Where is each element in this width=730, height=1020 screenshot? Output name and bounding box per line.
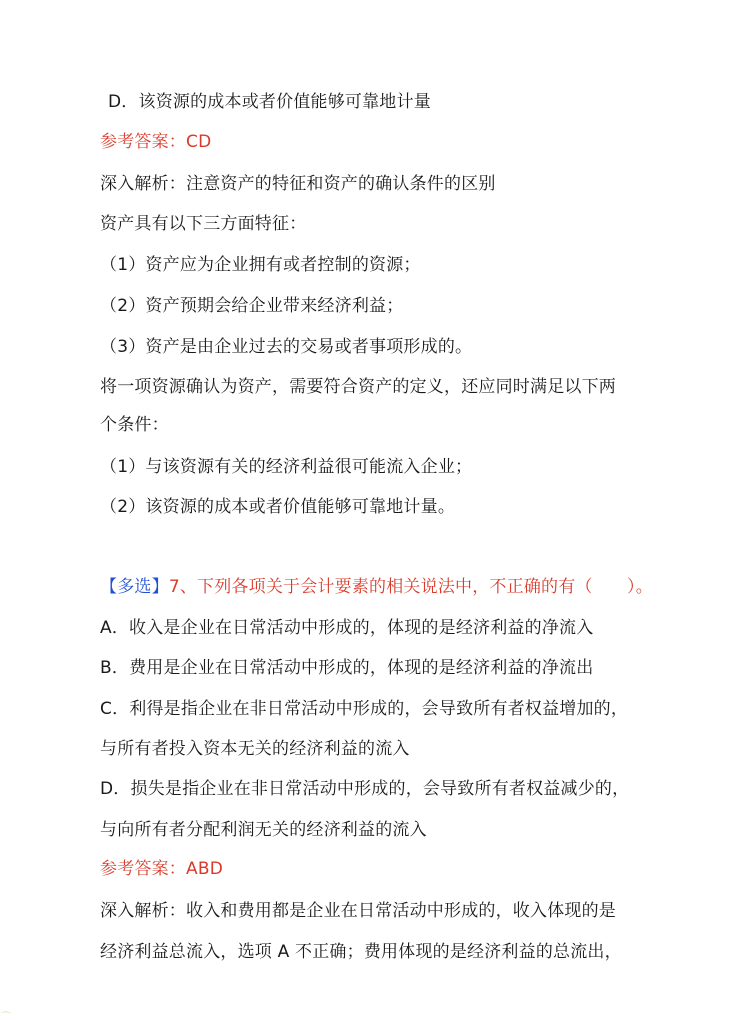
prev-analysis-line: （1）资产应为企业拥有或者控制的资源；: [100, 255, 421, 275]
question-stem: 7、下列各项关于会计要素的相关说法中，不正确的有（ ）。: [168, 577, 653, 597]
question-7-option: 与所有者投入资本无关的经济利益的流入: [100, 739, 410, 759]
prev-answer-label: 参考答案：: [100, 132, 186, 152]
question-7-option: A．收入是企业在日常活动中形成的，体现的是经济利益的净流入: [100, 618, 594, 638]
prev-answer-value: CD: [186, 132, 212, 152]
question-7-analysis: 经济利益总流入，选项 A 不正确；费用体现的是经济利益的总流出，: [100, 942, 622, 962]
question-type-tag: 【多选】: [100, 577, 169, 597]
prev-analysis-line: （3）资产是由企业过去的交易或者事项形成的。: [100, 337, 473, 357]
prev-analysis-line: （2）该资源的成本或者价值能够可靠地计量。: [100, 497, 456, 517]
question-7-option: C．利得是指企业在非日常活动中形成的，会导致所有者权益增加的，: [100, 699, 629, 719]
prev-analysis-line: 资产具有以下三方面特征：: [100, 214, 307, 234]
prev-analysis-line: 个条件：: [100, 415, 169, 435]
question-7-option: D．损失是指企业在非日常活动中形成的，会导致所有者权益减少的，: [100, 779, 630, 799]
prev-analysis-line: 将一项资源确认为资产，需要符合资产的定义，还应同时满足以下两: [100, 377, 616, 397]
prev-analysis-line: （1）与该资源有关的经济利益很可能流入企业；: [100, 457, 473, 477]
question-7-stem: [100, 575, 660, 599]
question-7-analysis: 深入解析：收入和费用都是企业在日常活动中形成的，收入体现的是: [100, 901, 616, 921]
prev-option-d: D．该资源的成本或者价值能够可靠地计量: [108, 92, 431, 112]
question-7-option: B．费用是企业在日常活动中形成的，体现的是经济利益的净流出: [100, 658, 594, 678]
q7-answer-label: 参考答案：: [100, 859, 186, 879]
prev-analysis-line: （2）资产预期会给企业带来经济利益；: [100, 296, 404, 316]
q7-answer-value: ABD: [186, 859, 223, 879]
question-7-option: 与向所有者分配利润无关的经济利益的流入: [100, 820, 427, 840]
prev-analysis-title: 深入解析：注意资产的特征和资产的确认条件的区别: [100, 174, 496, 194]
question-7-answer: [100, 857, 660, 881]
corner-mark-icon: ⁔: [2, 1003, 11, 1014]
prev-answer: [100, 130, 660, 154]
